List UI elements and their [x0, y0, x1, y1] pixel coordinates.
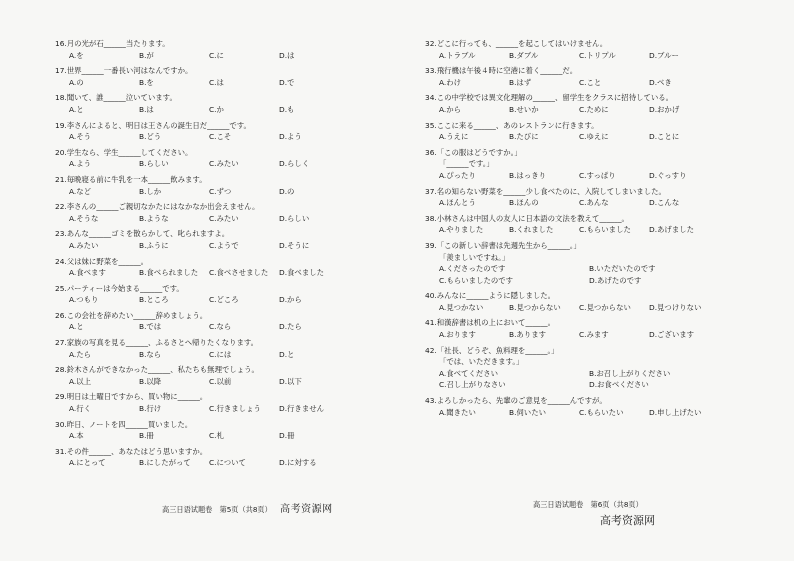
question-text: 37.名の知らない野菜を______少し食べたのに、入院してしまいました。 — [425, 186, 666, 196]
answer-option[interactable]: D.で — [279, 77, 295, 87]
options-row — [425, 104, 770, 116]
options-row — [55, 131, 400, 143]
options-row — [55, 403, 400, 415]
question-text: 17.世界______一番長い河はなんですか。 — [55, 66, 193, 76]
answer-option[interactable]: A.わけ — [439, 77, 462, 87]
options-row — [425, 197, 770, 209]
answer-option[interactable]: A.から — [439, 104, 462, 114]
left-column — [55, 38, 400, 473]
answer-option[interactable]: A.つもり — [69, 295, 99, 305]
answer-option[interactable]: D.食べました — [279, 268, 324, 278]
options-row — [425, 170, 770, 182]
answer-option[interactable]: A.と — [69, 322, 84, 332]
page-footer-right — [533, 500, 643, 510]
options-row — [425, 407, 770, 419]
answer-option[interactable]: D.そうに — [279, 240, 310, 250]
answer-option[interactable]: C.みます — [579, 330, 609, 340]
answer-option[interactable]: B.しか — [139, 186, 162, 196]
answer-option[interactable]: C.もらいました — [579, 225, 631, 235]
answer-option[interactable]: C.ゆえに — [579, 132, 609, 142]
answer-option[interactable]: B.が — [139, 50, 154, 60]
answer-option[interactable]: A.やりました — [439, 225, 484, 235]
question-text: 19.李さんによると、明日は王さんの誕生日だ______です。 — [55, 120, 251, 130]
answer-option[interactable]: A.食べます — [69, 268, 106, 278]
answer-option[interactable]: B.くれました — [509, 225, 554, 235]
answer-option[interactable]: B.ところ — [139, 295, 169, 305]
answer-option[interactable]: D.ぐっすり — [649, 170, 687, 180]
page-footer-left — [162, 500, 333, 515]
answer-option[interactable]: A.よう — [69, 159, 92, 169]
answer-option[interactable]: A.見つかない — [439, 302, 484, 312]
answer-option[interactable]: D.ことに — [649, 132, 680, 142]
answer-option[interactable]: C.ようで — [209, 240, 239, 250]
answer-option[interactable]: C.には — [209, 349, 232, 359]
answer-option[interactable]: D.よう — [279, 132, 302, 142]
footer-right-text: 高三日语试题卷 第6页（共8页） — [533, 500, 643, 509]
question-text: 20.学生なら、学生______してください。 — [55, 147, 193, 157]
question-text: 32.どこに行っても、______を起こしてはいけません。 — [425, 39, 608, 48]
right-column — [425, 38, 770, 422]
answer-option[interactable]: D.たら — [279, 322, 302, 332]
answer-option[interactable]: B.お召し上がりください — [589, 368, 671, 378]
answer-option[interactable]: D.あげました — [649, 225, 694, 235]
options-row — [55, 240, 400, 252]
question-text: 28.鈴木さんができなかった______、私たちも無理でしょう。 — [55, 365, 259, 375]
answer-option[interactable]: A.と — [69, 104, 84, 114]
answer-option[interactable]: C.こそ — [209, 132, 232, 142]
answer-option[interactable]: D.行きません — [279, 404, 324, 414]
question-text: 30.昨日、ノートを四______買いました。 — [55, 419, 193, 429]
question-text: 21.毎晩寝る前に牛乳を一本______飲みます。 — [55, 174, 207, 184]
question-text: 41.和漢辞書は机の上において______。 — [425, 318, 556, 328]
answer-option[interactable]: C.召し上がりなさい — [439, 380, 506, 390]
answer-option[interactable]: B.なら — [139, 349, 162, 359]
answer-option[interactable]: D.あげたのです — [589, 275, 642, 285]
answer-option[interactable]: D.に対する — [279, 458, 317, 468]
answer-option[interactable]: A.ぴったり — [439, 170, 476, 180]
answer-option[interactable]: A.トラブル — [439, 50, 476, 60]
answer-option[interactable]: B.たびに — [509, 132, 539, 142]
question-text: 22.李さんの______ご親切なかたにはなかなか出会えません。 — [55, 202, 260, 212]
answer-option[interactable]: B.は — [139, 104, 154, 114]
answer-option[interactable]: A.みたい — [69, 240, 99, 250]
answer-option[interactable]: C.ために — [579, 104, 609, 114]
answer-option[interactable]: C.ずつ — [209, 186, 232, 196]
answer-option[interactable]: C.トリプル — [579, 50, 616, 60]
answer-option[interactable]: C.見つからない — [579, 302, 631, 312]
question-text: 36.「この服はどうですか。」 — [425, 147, 522, 157]
answer-option[interactable]: B.せいか — [509, 104, 539, 114]
answer-option[interactable]: A.くださったのです — [439, 264, 506, 274]
options-row — [425, 275, 770, 287]
answer-option[interactable]: B.行け — [139, 404, 162, 414]
answer-option[interactable]: B.では — [139, 322, 162, 332]
options-row — [425, 77, 770, 89]
answer-option[interactable]: A.うえに — [439, 132, 469, 142]
answer-option[interactable]: D.申し上げたい — [649, 407, 702, 417]
answer-option[interactable]: B.伺いたい — [509, 407, 546, 417]
question-text: 25.パーティーは今始まる______です。 — [55, 283, 184, 293]
answer-option[interactable]: C.みたい — [209, 213, 239, 223]
answer-option[interactable]: A.そう — [69, 132, 92, 142]
question-subline: 「では、いただきます。」 — [439, 357, 524, 367]
question-text: 18.聞いて、誰______泣いています。 — [55, 93, 177, 103]
answer-option[interactable]: D.以下 — [279, 376, 302, 386]
answer-option[interactable]: C.行きましょう — [209, 404, 261, 414]
answer-option[interactable]: C.食べさせました — [209, 268, 269, 278]
question-subline: 「______です。」 — [439, 159, 494, 169]
question-text: 23.あんな______ゴミを散らかして、叱られますよ。 — [55, 229, 230, 239]
question-text: 29.明日は土曜日ですから、買い物に______。 — [55, 392, 208, 402]
answer-option[interactable]: C.もらいたい — [579, 407, 624, 417]
answer-option[interactable]: D.べき — [649, 77, 672, 87]
footer-left-text: 高三日语试题卷 第5页（共8页） — [162, 505, 272, 514]
question-text: 40.みんなに______ように隠しました。 — [425, 291, 556, 301]
answer-option[interactable]: A.にとって — [69, 458, 106, 468]
answer-option[interactable]: B.冊 — [139, 431, 154, 441]
question-text: 39.「この新しい辞書は先週先生から______。」 — [425, 240, 581, 250]
answer-option[interactable]: D.の — [279, 186, 295, 196]
question-text: 43.よろしかったら、先輩のご意見を______んですが。 — [425, 396, 607, 406]
question-text: 42.「社長、どうぞ、魚料理を______。」 — [425, 345, 559, 355]
options-row — [425, 263, 770, 275]
answer-option[interactable]: A.たら — [69, 349, 92, 359]
answer-option[interactable]: B.見つからない — [509, 302, 561, 312]
answer-option[interactable]: A.行く — [69, 404, 92, 414]
answer-option[interactable]: B.らしい — [139, 159, 169, 169]
answer-option[interactable]: D.らしい — [279, 213, 310, 223]
options-row — [425, 379, 770, 391]
answer-option[interactable]: A.おります — [439, 330, 476, 340]
options-row — [55, 430, 400, 442]
question-text: 38.小林さんは中国人の友人に日本語の文法を教えて______。 — [425, 213, 629, 223]
answer-option[interactable]: D.から — [279, 295, 302, 305]
options-row — [55, 104, 400, 116]
answer-option[interactable]: C.か — [209, 104, 224, 114]
answer-option[interactable]: D.見つけりない — [649, 302, 702, 312]
answer-option[interactable]: C.こと — [579, 77, 602, 87]
answer-option[interactable]: C.どころ — [209, 295, 239, 305]
options-row — [425, 368, 770, 380]
answer-option[interactable]: C.以前 — [209, 376, 232, 386]
answer-option[interactable]: C.もらいましたのです — [439, 275, 514, 285]
answer-option[interactable]: D.冊 — [279, 431, 295, 441]
answer-option[interactable]: A.以上 — [69, 376, 92, 386]
answer-option[interactable]: A.の — [69, 77, 84, 87]
answer-option[interactable]: B.ほんの — [509, 198, 539, 208]
answer-option[interactable]: C.あんな — [579, 198, 609, 208]
options-row — [425, 50, 770, 62]
options-row — [55, 457, 400, 469]
options-row — [425, 131, 770, 143]
answer-option[interactable]: B.どう — [139, 132, 162, 142]
answer-option[interactable]: C.は — [209, 77, 224, 87]
question-text: 33.飛行機は午後４時に空港に着く______だ。 — [425, 66, 578, 76]
options-row — [55, 50, 400, 62]
options-row — [55, 158, 400, 170]
options-row — [425, 329, 770, 341]
answer-option[interactable]: A.ほんとう — [439, 198, 476, 208]
answer-option[interactable]: A.そうな — [69, 213, 99, 223]
options-row — [55, 77, 400, 89]
question-text: 34.この中学校では異文化理解の______、留学生をクラスに招待している。 — [425, 93, 674, 103]
options-row — [55, 186, 400, 198]
question-text: 24.父は妹に野菜を______。 — [55, 256, 149, 266]
answer-option[interactable]: D.ございます — [649, 330, 694, 340]
options-row — [55, 376, 400, 388]
answer-option[interactable]: B.にしたがって — [139, 458, 191, 468]
answer-option[interactable]: B.以降 — [139, 376, 162, 386]
answer-option[interactable]: B.いただいたのです — [589, 264, 656, 274]
options-row — [55, 294, 400, 306]
answer-option[interactable]: C.札 — [209, 431, 224, 441]
options-row — [425, 224, 770, 236]
answer-option[interactable]: B.ふうに — [139, 240, 169, 250]
answer-option[interactable]: B.を — [139, 77, 154, 87]
question-subline: 「羨ましいですね。」 — [439, 252, 510, 262]
options-row — [425, 302, 770, 314]
watermark-right: 高考资源网 — [600, 514, 655, 527]
answer-option[interactable]: A.聞きたい — [439, 407, 476, 417]
question-text: 27.家族の写真を見る______、ふるさとへ帰りたくなります。 — [55, 338, 259, 348]
answer-option[interactable]: A.を — [69, 50, 84, 60]
question-text: 16.月の光が石______当たります。 — [55, 39, 170, 48]
answer-option[interactable]: A.本 — [69, 431, 84, 441]
answer-option[interactable]: D.も — [279, 104, 295, 114]
answer-option[interactable]: B.あります — [509, 330, 546, 340]
options-row — [55, 349, 400, 361]
answer-option[interactable]: D.こんな — [649, 198, 680, 208]
answer-option[interactable]: C.みたい — [209, 159, 239, 169]
options-row — [55, 213, 400, 225]
answer-option[interactable]: B.はず — [509, 77, 532, 87]
answer-option[interactable]: A.など — [69, 186, 92, 196]
watermark-left: 高考资源网 — [280, 504, 333, 515]
answer-option[interactable]: D.おかげ — [649, 104, 680, 114]
answer-option[interactable]: C.なら — [209, 322, 232, 332]
options-row — [55, 267, 400, 279]
answer-option[interactable]: C.について — [209, 458, 246, 468]
answer-option[interactable]: C.に — [209, 50, 224, 60]
answer-option[interactable]: B.ような — [139, 213, 169, 223]
answer-option[interactable]: D.ブルー — [649, 50, 679, 60]
question-text: 26.この会社を辞めたい______辞めましょう。 — [55, 310, 208, 320]
answer-option[interactable]: B.食べられました — [139, 268, 199, 278]
answer-option[interactable]: B.ダブル — [509, 50, 539, 60]
answer-option[interactable]: A.食べてください — [439, 368, 499, 378]
options-row — [55, 321, 400, 333]
answer-option[interactable]: C.すっぱり — [579, 170, 616, 180]
question-text: 35.ここに来る______、あのレストランに行きます。 — [425, 120, 599, 130]
answer-option[interactable]: D.らしく — [279, 159, 310, 169]
question-text: 31.その件______、あなたはどう思いますか。 — [55, 446, 208, 456]
answer-option[interactable]: D.は — [279, 50, 295, 60]
answer-option[interactable]: D.お食べください — [589, 380, 649, 390]
answer-option[interactable]: D.と — [279, 349, 295, 359]
answer-option[interactable]: B.はっきり — [509, 170, 546, 180]
